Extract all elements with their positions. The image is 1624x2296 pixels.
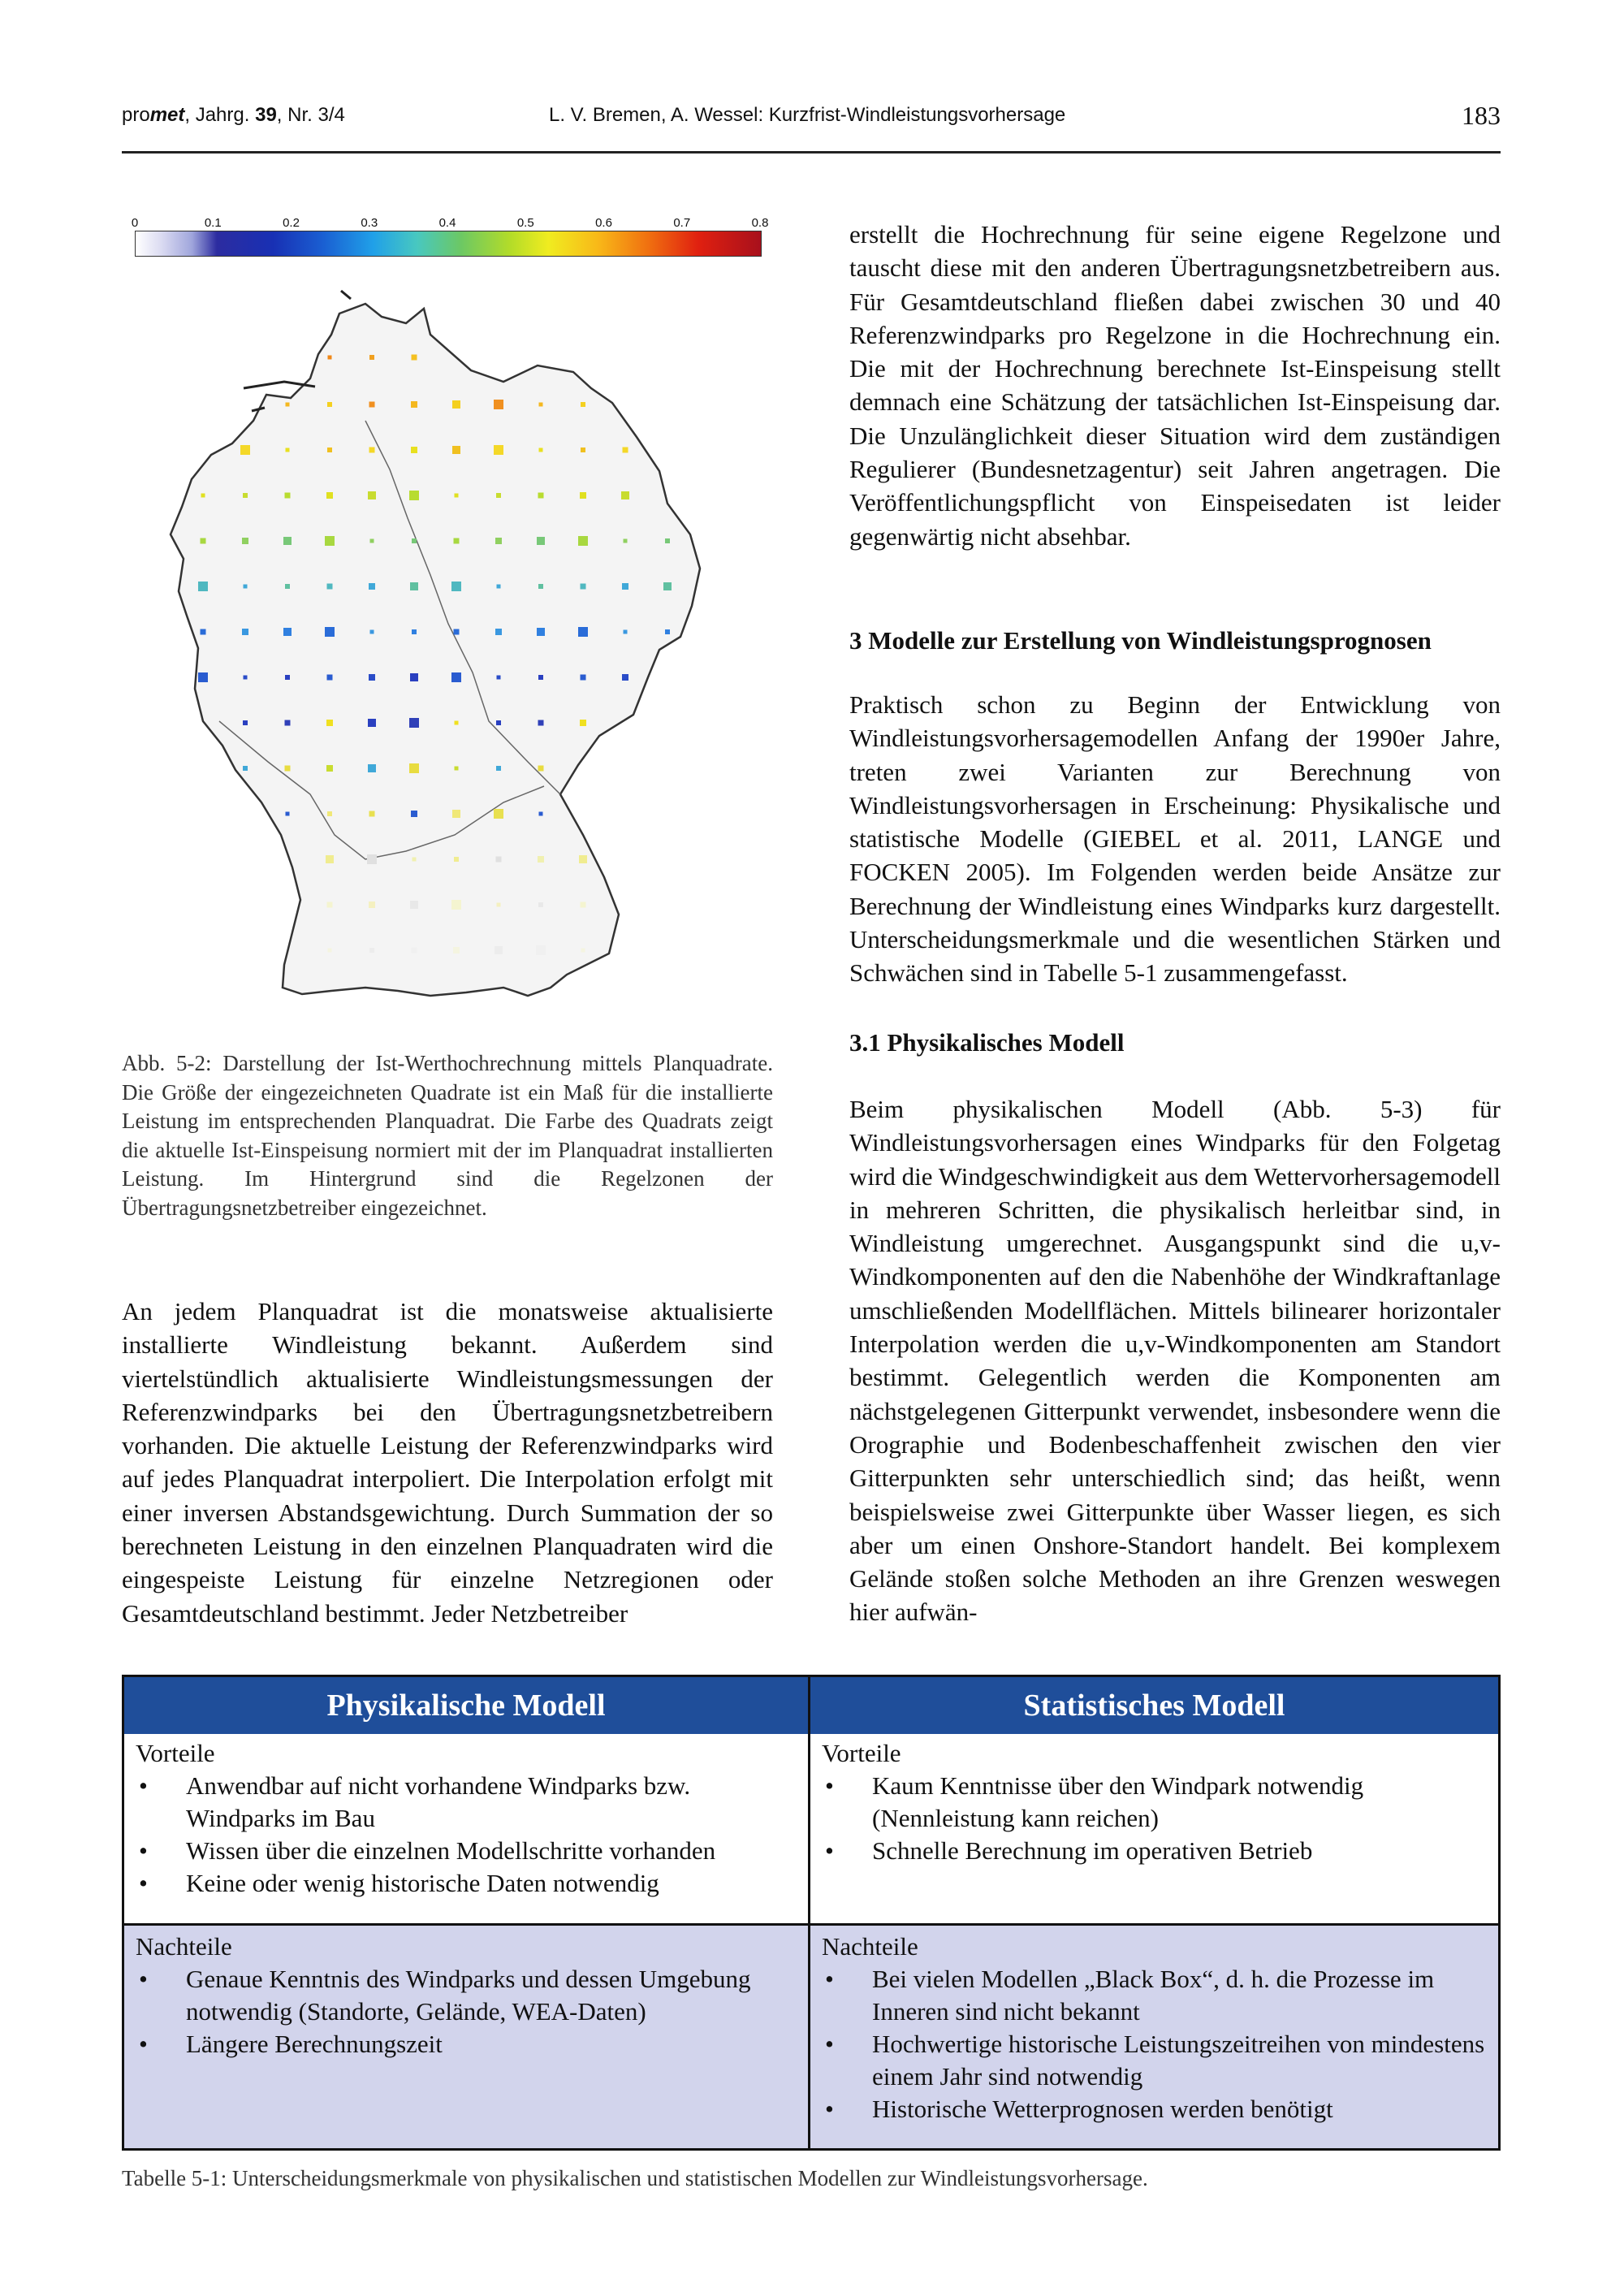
germany-map bbox=[122, 266, 773, 1014]
map-square bbox=[539, 403, 543, 407]
map-square bbox=[622, 583, 628, 590]
map-square bbox=[497, 903, 501, 907]
map-square bbox=[497, 676, 501, 680]
statistical-pros bbox=[810, 1734, 1498, 1926]
map-square bbox=[452, 400, 460, 409]
running-header-journal: promet, Jahrg. 39, Nr. 3/4 bbox=[122, 104, 345, 126]
map-square bbox=[326, 720, 333, 726]
map-square bbox=[494, 809, 503, 819]
list-item: • Schnelle Berechnung im operativen Betrieb bbox=[822, 1835, 1487, 1867]
map-square bbox=[411, 811, 417, 817]
colorbar-tick: 0.7 bbox=[673, 216, 691, 230]
colorbar-tick: 0.3 bbox=[361, 216, 378, 230]
map-square bbox=[496, 857, 502, 863]
section-3-1-heading: 3.1 Physikalisches Modell bbox=[849, 1028, 1125, 1057]
table-header-physical: Physikalische Modell bbox=[124, 1677, 808, 1734]
map-square bbox=[286, 812, 290, 816]
map-square bbox=[325, 536, 335, 546]
paragraph-right-top: erstellt die Hochrechnung für seine eigene Regelzone und tauscht diese mit den anderen Übertragungsnetzbetreibern aus. Für Gesamtdeutschland fließen dabei zwischen 30 und 40 Referenzwindparks pro Regelzone in die Hochrechnung ein. Die mit der Hochrechnung berechnete Ist-Einspeisung stellt demnach eine Schätzung der tatsächlichen Ist-Einspeisung dar. Die Unzulänglichkeit dieser Situation wird dem zuständigen Regulierer (Bundesnetzagentur) seit Jahren angetragen. Die Veröffentlichungspflicht von Einspeisedaten ist leider gegenwärtig nicht absehbar. bbox=[849, 220, 1501, 551]
map-square bbox=[326, 765, 333, 772]
map-square bbox=[198, 582, 208, 591]
map-square bbox=[496, 493, 501, 498]
map-square bbox=[580, 492, 586, 499]
list-item: • Wissen über die einzelnen Modellschritte vorhanden bbox=[136, 1835, 797, 1867]
map-square bbox=[285, 584, 290, 589]
colorbar-tick: 0 bbox=[131, 216, 139, 230]
map-square bbox=[326, 492, 333, 499]
map-square bbox=[369, 811, 375, 817]
map-square bbox=[327, 675, 333, 681]
map-square bbox=[410, 582, 418, 590]
map-square bbox=[496, 766, 501, 771]
map-square bbox=[367, 854, 377, 864]
map-square bbox=[409, 491, 419, 500]
map-square bbox=[455, 767, 459, 771]
map-square bbox=[285, 720, 291, 726]
map-square bbox=[494, 445, 503, 455]
map-square bbox=[369, 355, 374, 360]
colorbar-tick: 0.8 bbox=[751, 216, 769, 230]
list-item: • Anwendbar auf nicht vorhandene Windparks bzw. Windparks im Bau bbox=[136, 1770, 797, 1835]
map-square bbox=[452, 446, 460, 454]
map-square bbox=[455, 494, 459, 498]
map-square bbox=[494, 400, 503, 409]
map-square bbox=[240, 445, 250, 455]
map-square bbox=[327, 902, 333, 908]
map-square bbox=[537, 537, 545, 545]
table-column-physical bbox=[124, 1677, 810, 2148]
list-item: • Historische Wetterprognosen werden benötigt bbox=[822, 2093, 1487, 2125]
pros-label: Vorteile bbox=[822, 1739, 901, 1767]
map-square bbox=[455, 721, 459, 725]
map-square bbox=[370, 539, 374, 543]
map-square bbox=[409, 718, 419, 728]
map-square bbox=[538, 902, 543, 907]
map-square bbox=[243, 766, 248, 771]
map-square bbox=[328, 949, 332, 953]
map-square bbox=[453, 947, 460, 953]
page-number: 183 bbox=[1462, 101, 1501, 130]
map-square bbox=[368, 719, 376, 727]
map-square bbox=[369, 902, 375, 908]
map-square bbox=[368, 491, 376, 499]
map-square bbox=[412, 629, 417, 634]
table-column-statistical bbox=[810, 1677, 1498, 2148]
map-square bbox=[621, 491, 629, 499]
map-square bbox=[581, 448, 585, 452]
colorbar-tick: 0.2 bbox=[283, 216, 300, 230]
pros-label: Vorteile bbox=[136, 1739, 215, 1767]
map-square bbox=[497, 585, 501, 589]
cons-label: Nachteile bbox=[822, 1932, 918, 1961]
map-square bbox=[370, 630, 374, 634]
map-square bbox=[665, 629, 670, 634]
physical-pros bbox=[124, 1734, 808, 1926]
map-square bbox=[537, 628, 545, 636]
map-square bbox=[538, 766, 544, 772]
colorbar-tick: 0.1 bbox=[204, 216, 222, 230]
map-square bbox=[285, 766, 291, 772]
map-square bbox=[538, 675, 543, 680]
map-square bbox=[286, 448, 290, 452]
map-square bbox=[410, 673, 418, 681]
map-square bbox=[283, 628, 292, 636]
map-square bbox=[538, 493, 544, 499]
section-3-1-body: Beim physikalischen Modell (Abb. 5-3) für Windleistungsvorhersagen eines Windparks für den Folgetag wird die Windgeschwindigkeit aus dem Wettervorhersagemodell in mehreren Schritten, die physikalisch herleitbar sind, in Windleistung umgerechnet. Ausgangspunkt sind die u,v-Windkomponenten auf den die Nabenhöhe der Windkraftanlage umschließenden Modellflächen. Mittels bilinearer horizontaler Interpolation werden die u,v-Windkomponenten am Standort bestimmt. Gelegentlich werden die Komponenten am nächstgelegenen Gitterpunkt verwendet, insbesondere wenn die Orographie und Bodenbeschaffenheit zwischen den vier Gitterpunkten sehr unterschiedlich sind; das heißt, wenn beispielsweise zwei Gitterpunkte über Wasser liegen, es sich aber um einen Onshore-Standort handelt. Bei komplexem Gelände stoßen solche Methoden an ihre Grenzen weswegen hier aufwän- bbox=[849, 1095, 1501, 1627]
section-3-heading: 3 Modelle zur Erstellung von Windleistungsprognosen bbox=[849, 626, 1432, 655]
list-item: • Hochwertige historische Leistungszeitreihen von mindestens einem Jahr sind notwendig bbox=[822, 2028, 1487, 2093]
figure-caption: Abb. 5-2: Darstellung der Ist-Werthochrechnung mittels Planquadrate. Die Größe der eingezeichneten Quadrate ist ein Maß für die installierte Leistung im entsprechenden Planquadrat. Die Farbe des Quadrats zeigt die aktuelle Ist-Einspeisung normiert mit der im Planquadrat installierten Leistung. Im Hintergrund sind die Regelzonen der Übertragungsnetzbetreiber eingezeichnet. bbox=[122, 1051, 773, 1220]
map-square bbox=[243, 493, 248, 498]
map-square bbox=[665, 538, 670, 543]
map-square bbox=[412, 355, 417, 361]
map-square bbox=[242, 538, 248, 544]
map-square bbox=[242, 629, 248, 635]
map-square bbox=[581, 402, 585, 407]
table-header-statistical: Statistisches Modell bbox=[810, 1677, 1498, 1734]
map-square bbox=[327, 811, 332, 816]
list-item: • Genaue Kenntnis des Windparks und dessen Umgebung notwendig (Standorte, Gelände, WEA-Daten) bbox=[136, 1963, 797, 2028]
map-square bbox=[538, 856, 544, 863]
map-square bbox=[285, 675, 290, 680]
map-square bbox=[244, 585, 248, 589]
list-item: • Bei vielen Modellen „Black Box“, d. h. die Prozesse im Inneren sind nicht bekannt bbox=[822, 1963, 1487, 2028]
map-square bbox=[198, 672, 208, 682]
map-square bbox=[579, 855, 587, 863]
map-square bbox=[369, 583, 375, 590]
map-square bbox=[624, 630, 628, 634]
map-square bbox=[327, 584, 333, 590]
header-rule bbox=[122, 151, 1501, 153]
map-square bbox=[328, 356, 332, 360]
map-square bbox=[244, 676, 248, 680]
map-square bbox=[369, 402, 375, 408]
map-square bbox=[201, 538, 206, 544]
map-square bbox=[412, 538, 417, 543]
table-caption: Tabelle 5-1: Unterscheidungsmerkmale von physikalischen und statistischen Modellen zur Windleistungsvorhersage. bbox=[122, 2166, 1148, 2190]
map-square bbox=[327, 448, 332, 452]
colorbar-tick: 0.4 bbox=[438, 216, 456, 230]
map-square bbox=[622, 674, 628, 681]
list-item: • Längere Berechnungszeit bbox=[136, 2028, 797, 2060]
germany-outline bbox=[171, 304, 700, 996]
map-square bbox=[538, 720, 544, 726]
map-square bbox=[286, 403, 290, 407]
map-square bbox=[496, 720, 501, 725]
map-square bbox=[412, 858, 417, 862]
map-square bbox=[454, 538, 460, 544]
map-square bbox=[454, 629, 460, 635]
map-square bbox=[409, 763, 419, 773]
colorbar bbox=[135, 231, 762, 257]
map-square bbox=[539, 812, 543, 816]
map-square bbox=[538, 584, 543, 589]
colorbar-tick: 0.6 bbox=[595, 216, 612, 230]
map-square bbox=[495, 538, 502, 544]
map-square bbox=[369, 674, 375, 681]
map-square bbox=[201, 629, 206, 635]
running-header-title: L. V. Bremen, A. Wessel: Kurzfrist-Windleistungsvorhersage bbox=[549, 104, 1066, 126]
map-square bbox=[411, 447, 417, 453]
map-square bbox=[495, 629, 502, 635]
map-square bbox=[327, 402, 332, 407]
map-square bbox=[581, 949, 585, 953]
map-square bbox=[325, 627, 335, 637]
map-square bbox=[581, 902, 586, 908]
map-square bbox=[578, 536, 588, 546]
map-square bbox=[539, 448, 543, 452]
map-square bbox=[536, 945, 546, 955]
map-square bbox=[411, 401, 417, 408]
map-square bbox=[663, 582, 672, 590]
map-square bbox=[283, 537, 292, 545]
map-square bbox=[454, 857, 459, 862]
map-square bbox=[369, 448, 375, 453]
map-square bbox=[495, 946, 503, 954]
map-square bbox=[623, 448, 628, 453]
paragraph-left-body: An jedem Planquadrat ist die monatsweise aktualisierte installierte Windleistung bekannt. Außerdem sind viertelstündlich aktualisierte Windleistungsmessungen der Referenzwindparks bei den Übertragungsnetzbetreibern vorhanden. Die aktuelle Leistung der Referenzwindparks wird auf jedes Planquadrat interpoliert. Die Interpolation erfolgt mit einer inversen Abstandsgewichtung. Durch Summation der so berechneten Leistung in den einzelnen Planquadraten wird die eingespeiste Leistung für einzelne Netzregionen oder Gesamtdeutschland bestimmt. Jeder Netzbetreiber bbox=[122, 1297, 773, 1628]
map-square bbox=[581, 675, 586, 681]
list-item: • Keine oder wenig historische Daten notwendig bbox=[136, 1867, 797, 1900]
map-square bbox=[326, 855, 334, 863]
cons-label: Nachteile bbox=[136, 1932, 232, 1961]
comparison-table bbox=[122, 1675, 1501, 2151]
map-square bbox=[578, 627, 588, 637]
map-square bbox=[451, 582, 461, 591]
map-square bbox=[243, 720, 248, 725]
section-3-body: Praktisch schon zu Beginn der Entwicklung von Windleistungsvorhersagemodellen Anfang der 1990er Jahre, treten zwei Varianten zur Berechnung von Windleistungsvorhersagen in Erscheinung: Physikalische und statistische Modelle (GIEBEL et al. 2011, LANGE und FOCKEN 2005). Im Folgenden werden beide Ansätze zur Berechnung der Windleistung eines Windparks kurz dargestellt. Unterscheidungsmerkmale und die wesentlichen Stärken und Schwächen sind in Tabelle 5-1 zusammengefasst. bbox=[849, 690, 1501, 988]
map-square bbox=[285, 493, 291, 499]
map-square bbox=[451, 672, 461, 682]
map-square bbox=[580, 720, 586, 726]
map-square bbox=[369, 948, 374, 953]
map-square bbox=[452, 810, 460, 818]
physical-cons bbox=[124, 1926, 808, 2148]
map-square bbox=[368, 764, 376, 772]
map-square bbox=[412, 948, 417, 953]
colorbar-tick: 0.5 bbox=[516, 216, 534, 230]
map-square bbox=[581, 584, 586, 590]
map-square bbox=[201, 494, 205, 498]
statistical-cons bbox=[810, 1926, 1498, 2148]
figure-germany-map bbox=[122, 210, 773, 1014]
list-item: • Kaum Kenntnisse über den Windpark notwendig (Nennleistung kann reichen) bbox=[822, 1770, 1487, 1835]
map-square bbox=[451, 900, 461, 910]
map-square bbox=[410, 901, 418, 909]
map-square bbox=[624, 539, 628, 543]
